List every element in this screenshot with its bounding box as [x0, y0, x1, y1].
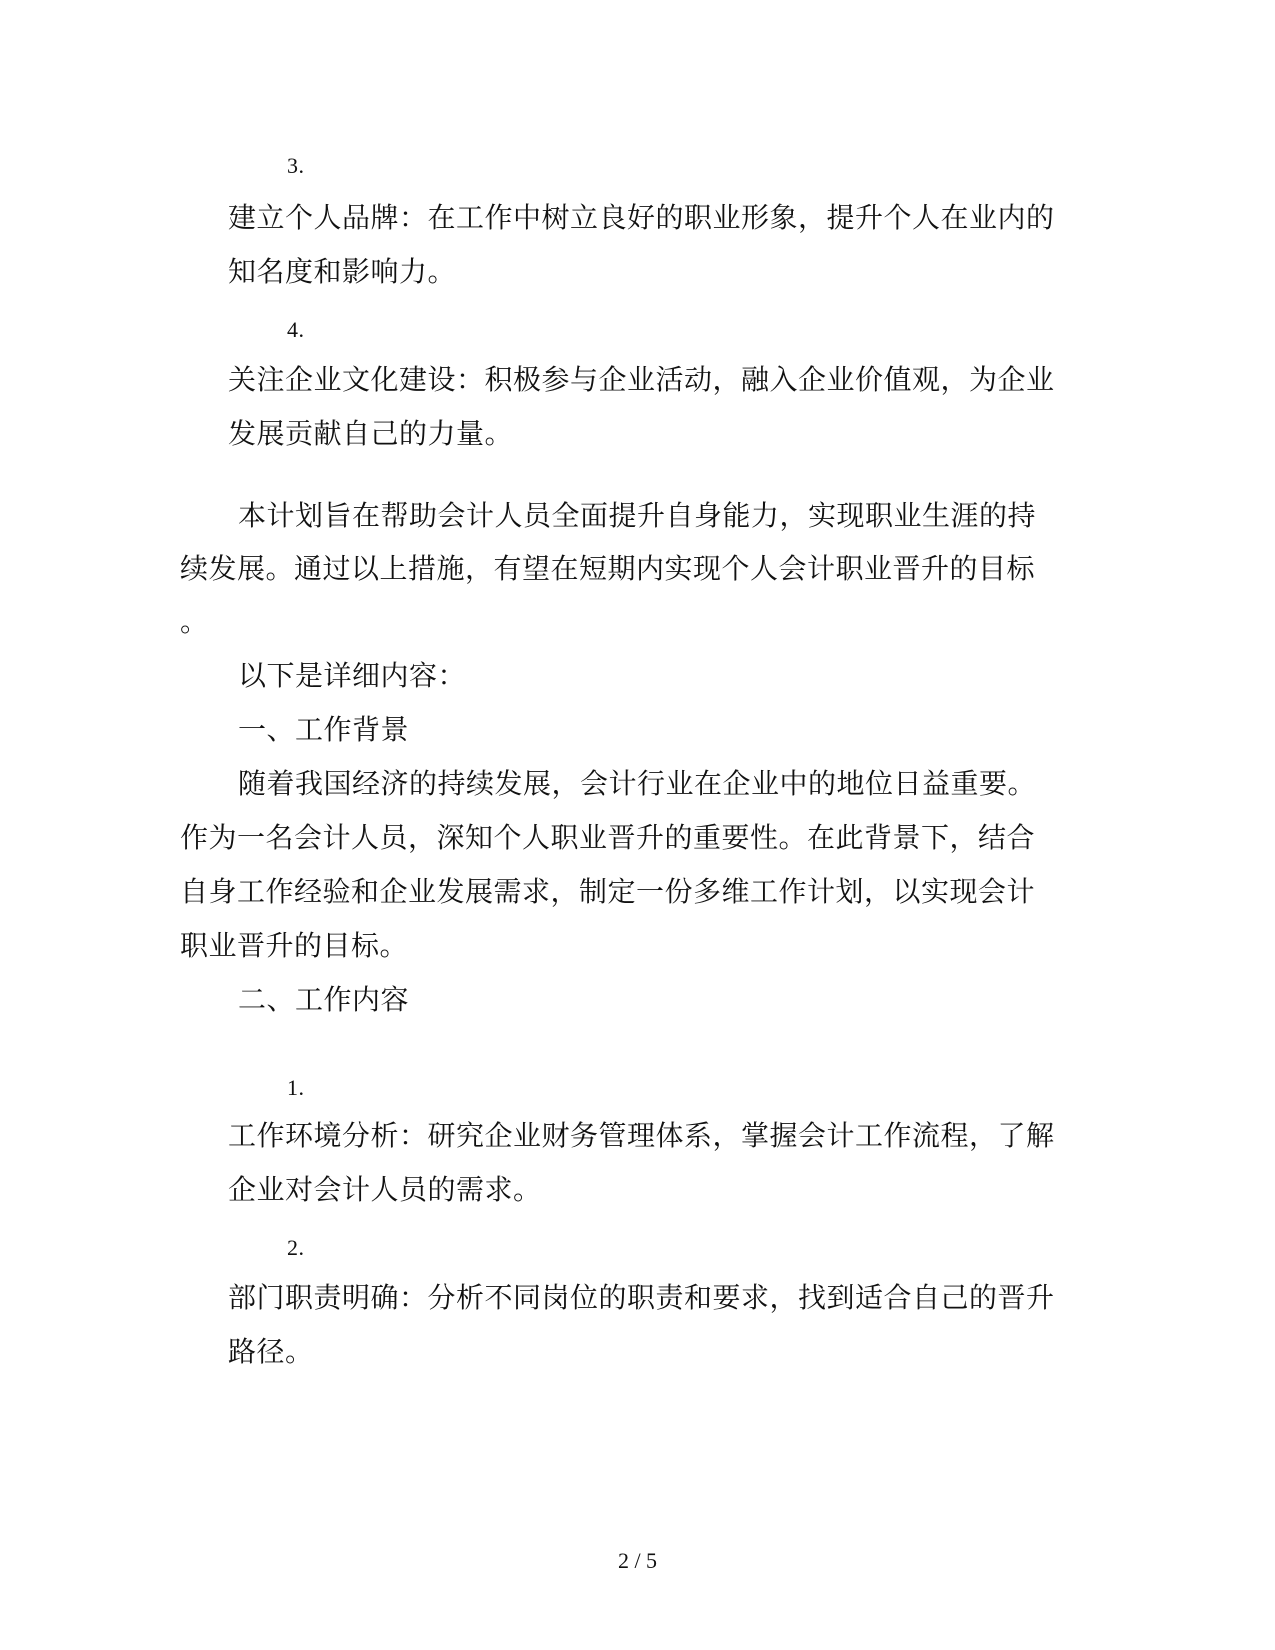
summary-paragraph-line: 本计划旨在帮助会计人员全面提升自身能力，实现职业生涯的持 [238, 499, 1037, 532]
background-paragraph-line: 作为一名会计人员，深知个人职业晋升的重要性。在此背景下，结合 [180, 821, 1036, 854]
intro-line: 以下是详细内容： [238, 659, 467, 692]
list-item-text-line: 路径。 [228, 1335, 314, 1368]
list-item-text-line: 建立个人品牌：在工作中树立良好的职业形象，提升个人在业内的 [228, 201, 1055, 234]
section-heading-content: 二、工作内容 [238, 983, 410, 1016]
list-item-text-line: 关注企业文化建设：积极参与企业活动，融入企业价值观，为企业 [228, 363, 1055, 396]
list-item-text-line: 知名度和影响力。 [228, 255, 457, 288]
list-item-text-line: 发展贡献自己的力量。 [228, 417, 514, 450]
section-heading-background: 一、工作背景 [238, 713, 410, 746]
list-item-number: 1. [287, 1075, 305, 1100]
list-item-text-line: 工作环境分析：研究企业财务管理体系，掌握会计工作流程，了解 [228, 1119, 1055, 1152]
list-item-text-line: 部门职责明确：分析不同岗位的职责和要求，找到适合自己的晋升 [228, 1281, 1055, 1314]
summary-paragraph-line: 。 [180, 605, 209, 638]
background-paragraph-line: 职业晋升的目标。 [180, 929, 409, 962]
list-item-number: 3. [287, 153, 305, 178]
list-item-text-line: 企业对会计人员的需求。 [228, 1173, 542, 1206]
page-indicator: 2 / 5 [617, 1548, 658, 1573]
summary-paragraph-line: 续发展。通过以上措施，有望在短期内实现个人会计职业晋升的目标 [180, 552, 1036, 585]
background-paragraph-line: 随着我国经济的持续发展，会计行业在企业中的地位日益重要。 [238, 767, 1037, 800]
background-paragraph-line: 自身工作经验和企业发展需求，制定一份多维工作计划，以实现会计 [180, 875, 1036, 908]
list-item-number: 4. [287, 317, 305, 342]
list-item-number: 2. [287, 1235, 305, 1260]
